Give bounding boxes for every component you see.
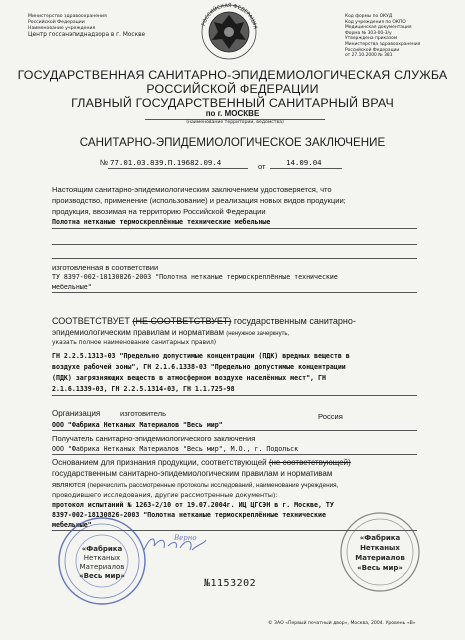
basis-strike: (не соответствующей)	[268, 458, 351, 467]
organization-name: ООО "Фабрика Нетканых Материалов "Весь мир"	[52, 421, 223, 429]
intro-line-1: Настоящим санитарно-эпидемиологическим заключением удостоверяется, что	[52, 185, 332, 194]
number-underline	[108, 168, 248, 169]
form-line: Министерства здравоохранения	[345, 41, 421, 47]
form-line: Медицинская документация	[345, 25, 412, 31]
form-line: Код учреждения по ОКПО	[345, 19, 406, 25]
stamp-left-line-4: «Весь мир»	[79, 572, 125, 580]
signature-text: Верно	[174, 534, 197, 542]
basis-line-1	[52, 458, 351, 467]
organization-underline	[52, 430, 417, 431]
chief-doctor-title: ГЛАВНЫЙ ГОСУДАРСТВЕННЫЙ САНИТАРНЫЙ ВРАЧ	[71, 96, 394, 110]
basis-doc-2: 8397-002-18130826-2003 "Полотна нетканые термоскреплённые технические	[52, 511, 326, 519]
stamp-right-line-1: «Фабрика	[359, 534, 401, 542]
blank-line	[52, 258, 417, 259]
compliance-line-3: указать полное наименование санитарных правил)	[52, 339, 217, 346]
stamp-left-line-1: «Фабрика	[81, 545, 123, 553]
certificate-number: 77.01.03.839.П.19682.09.4	[110, 158, 222, 167]
compliance-rest: государственным санитарно-	[233, 316, 356, 326]
emblem-text: РОССИЙСКАЯ ФЕДЕРАЦИЯ	[200, 2, 258, 30]
issuer-block	[28, 14, 148, 38]
basis-doc-3: мебельные"	[52, 521, 92, 529]
compliance-hint: (ненужное зачеркнуть,	[226, 331, 290, 337]
organization-label: Организация	[52, 409, 101, 418]
document-title: САНИТАРНО-ЭПИДЕМИОЛОГИЧЕСКОЕ ЗАКЛЮЧЕНИЕ	[79, 136, 386, 149]
signature	[140, 528, 210, 558]
intro-line-2: производство, применение (использование) и реализация новых видов продукции;	[52, 196, 346, 205]
intro-line-3: продукция, ввозимая на территорию Российской Федерации	[52, 207, 266, 216]
recipient-underline	[52, 454, 417, 455]
stamp-right-line-2: Нетканых	[360, 544, 400, 552]
service-title: ГОСУДАРСТВЕННАЯ САНИТАРНО-ЭПИДЕМИОЛОГИЧЕСКАЯ СЛУЖБА	[17, 68, 448, 82]
stamp-right-line-4: «Весь мир»	[357, 564, 403, 572]
city-title: по г. МОСКВЕ	[205, 109, 260, 118]
date-underline	[270, 168, 342, 169]
basis-line-3	[52, 480, 338, 489]
form-line: Код формы по ОКУД	[345, 14, 393, 19]
manufactured-label: изготовленная в соответствии	[52, 263, 159, 272]
stamp-left-line-3: Материалов	[79, 563, 125, 571]
basis-line-3a: являются	[52, 480, 86, 489]
compliance-ok: СООТВЕТСТВУЕТ	[52, 316, 130, 326]
manufactured-line-2: мебельные"	[52, 283, 92, 291]
issuer-line: Центр госсанэпиднадзора в г. Москве	[28, 32, 146, 38]
number-label: №	[100, 158, 109, 167]
stamp-right-line-3: Материалов	[355, 554, 405, 562]
basis-line-2: государственным санитарно-эпидемиологическим правилам и нормативам	[52, 469, 333, 478]
stamp-left-line-2: Нетканых	[83, 554, 121, 562]
service-title-2: РОССИЙСКОЙ ФЕДЕРАЦИИ	[146, 82, 319, 96]
recipient-label: Получатель санитарно-эпидемиологического заключения	[52, 434, 256, 443]
state-emblem-icon	[184, 2, 274, 62]
basis-line-1-text: Основанием для признания продукции, соответствующей	[52, 458, 267, 467]
form-code-block	[345, 14, 457, 59]
basis-doc-1: протокол испытаний № 1263-2/10 от 19.07.2004г. ИЦ ЦГСЭН в г. Москве, ТУ	[52, 501, 334, 509]
basis-line-3b: (перечислить рассмотренные протоколы исследований, наименование учреждения,	[87, 482, 339, 489]
footer-imprint: © ЗАО «Первый печатный двор», Москва, 2004. Уровень «В»	[268, 621, 416, 626]
recipient-name: ООО "Фабрика Нетканых Материалов "Весь мир", М.О., г. Подольск	[52, 445, 299, 453]
serial-number: №1153202	[204, 578, 257, 589]
issuer-line: Наименование учреждения	[28, 26, 96, 31]
rules-underline	[52, 395, 417, 396]
form-line: Форма № 303-00-3/у	[345, 30, 392, 36]
compliance-line-2	[52, 328, 289, 337]
organization-country: Россия	[318, 412, 343, 421]
blank-line	[52, 244, 417, 245]
issuer-line: Российской Федерации	[28, 20, 85, 25]
manufactured-underline	[52, 292, 417, 293]
certificate-date: 14.09.04	[286, 158, 322, 167]
rules-line-2: воздухе рабочей зоны", ГН 2.1.6.1338-03 "Предельно допустимые концентрации	[52, 363, 346, 371]
rules-line-4: 2.1.6.1339-03, ГН 2.2.5.1314-03, ГН 1.1.725-98	[52, 385, 235, 393]
form-line: Утверждена приказом	[345, 36, 398, 42]
rules-line-1: ГН 2.2.5.1313-03 "Предельно допустимые концентрации (ПДК) вредных веществ в	[52, 352, 350, 360]
compliance-line-2-text: эпидемиологическим правилам и нормативам	[52, 328, 224, 337]
organization-role: изготовитель	[120, 409, 167, 418]
compliance-line-1	[52, 316, 356, 326]
territory-hint: (наименование территории, ведомства)	[186, 120, 284, 125]
company-stamp-left	[56, 515, 148, 607]
product-underline	[52, 228, 417, 229]
date-label: от	[258, 162, 266, 171]
rules-line-3: (ПДК) загрязняющих веществ в атмосферном воздухе населённых мест", ГН	[52, 374, 326, 382]
basis-line-4: проводившего исследования, другие рассмотренные документы):	[52, 491, 278, 499]
compliance-not-ok: (НЕ СООТВЕТСТВУЕТ)	[132, 316, 232, 326]
manufactured-line-1: ТУ 8397-002-18130826-2003 "Полотна нетканые термоскреплённые технические	[52, 273, 338, 281]
company-stamp-right	[338, 510, 422, 594]
form-line: Российской Федерации	[345, 47, 400, 53]
issuer-line: Министерство здравоохранения	[28, 14, 107, 19]
form-line: от 27.10.2000 № 381	[345, 53, 393, 59]
product-name: Полотна нетканые термоскреплённые технические мебельные	[52, 218, 271, 226]
